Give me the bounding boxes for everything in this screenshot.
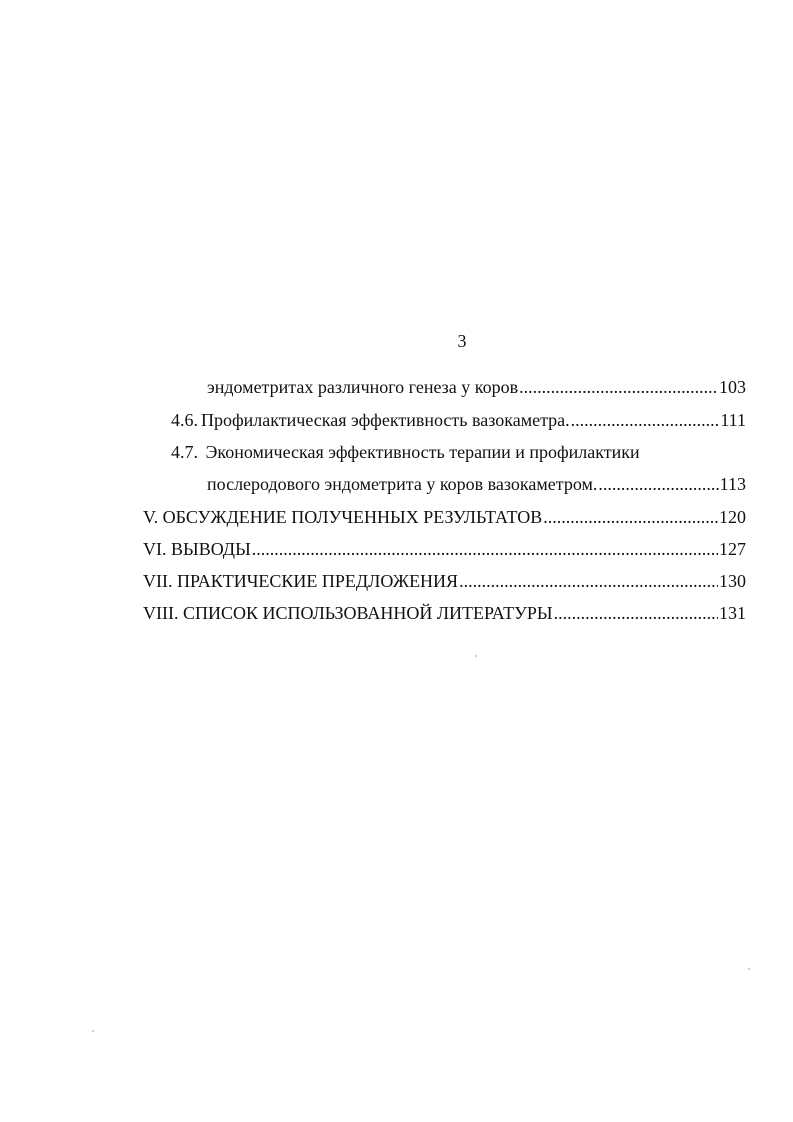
toc-chapter-title: VI. ВЫВОДЫ xyxy=(143,539,251,559)
toc-entry-number: 4.6. xyxy=(171,410,198,430)
toc-leader-dots xyxy=(598,473,718,495)
toc-chapter xyxy=(143,602,746,624)
toc-chapter-page: 120 xyxy=(719,507,746,527)
toc-entry-title: Экономическая эффективность терапии и профилактики xyxy=(205,442,640,462)
toc-chapter-page: 131 xyxy=(719,603,746,623)
toc-entry xyxy=(171,409,746,431)
toc-chapter-title: VII. ПРАКТИЧЕСКИЕ ПРЕДЛОЖЕНИЯ xyxy=(143,571,459,591)
page-number: 3 xyxy=(457,331,467,351)
toc-leader-dots xyxy=(519,376,718,398)
scan-speck xyxy=(475,655,477,657)
toc-chapter-title: VIII. СПИСОК ИСПОЛЬЗОВАННОЙ ЛИТЕРАТУРЫ xyxy=(143,603,553,623)
scan-speck xyxy=(748,968,750,970)
toc-leader-dots xyxy=(554,602,718,624)
toc-entry-multiline-second xyxy=(207,473,746,495)
toc-leader-dots xyxy=(459,570,718,592)
toc-entry-title: Профилактическая эффективность вазокаметра. xyxy=(201,410,570,430)
toc-entry-title-continuation: послеродового эндометрита у коров вазокаметром. xyxy=(207,474,598,494)
toc-leader-dots xyxy=(252,538,718,560)
toc-leader-dots xyxy=(543,506,718,528)
toc-chapter xyxy=(143,506,746,528)
toc-entry-title: эндометритах различного генеза у коров xyxy=(207,377,519,397)
toc-entry-number: 4.7. xyxy=(171,442,198,462)
toc-chapter xyxy=(143,538,746,560)
toc-entry xyxy=(207,376,746,398)
toc-chapter-title: V. ОБСУЖДЕНИЕ ПОЛУЧЕННЫХ РЕЗУЛЬТАТОВ xyxy=(143,507,543,527)
toc-chapter-page: 127 xyxy=(719,539,746,559)
toc-entry-page: 113 xyxy=(719,474,746,494)
toc-chapter xyxy=(143,570,746,592)
toc-chapter-page: 130 xyxy=(719,571,746,591)
toc-leader-dots xyxy=(571,409,720,431)
toc-entry-page: 103 xyxy=(719,377,746,397)
toc-entry-page: 111 xyxy=(720,410,746,430)
scan-speck xyxy=(92,1030,94,1032)
toc-entry-multiline-first xyxy=(171,441,671,463)
